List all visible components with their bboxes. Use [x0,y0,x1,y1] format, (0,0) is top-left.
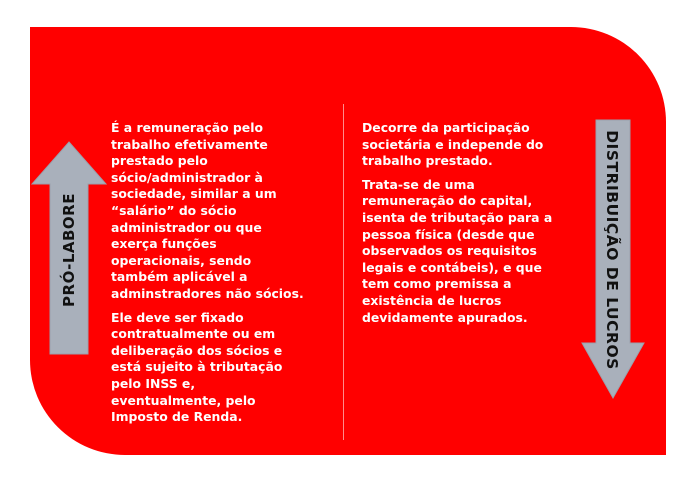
distribuicao-paragraph-2: Trata-se de uma remuneração do capital, isenta de tributação para a pessoa física (desde que observados os requisitos legais e contábeis), e que tem como premissa a existência de lucros devidamente apurados. [362,176,553,325]
column-divider [343,104,344,440]
distribuicao-paragraph-1: Decorre da participação societária e independe do trabalho prestado. [362,120,544,169]
distribuicao-de-lucros-label: DISTRIBUIÇÃO DE LUCROS [603,130,621,370]
pro-labore-label: PRÓ-LABORE [60,193,78,307]
pro-labore-paragraph-1: É a remuneração pelo trabalho efetivamente prestado pelo sócio/administrador à sociedade, similar a um “salário” do sócio administrador ou que exerça funções operacionais, sendo também aplicável a adminstradores não sócios. [111,120,304,301]
distribuicao-description [362,120,587,333]
pro-labore-paragraph-2: Ele deve ser fixado contratualmente ou em deliberação dos sócios e está sujeito à tributação pelo INSS e, eventualmente, pelo Imposto de Renda. [111,309,283,425]
pro-labore-description [111,120,339,433]
